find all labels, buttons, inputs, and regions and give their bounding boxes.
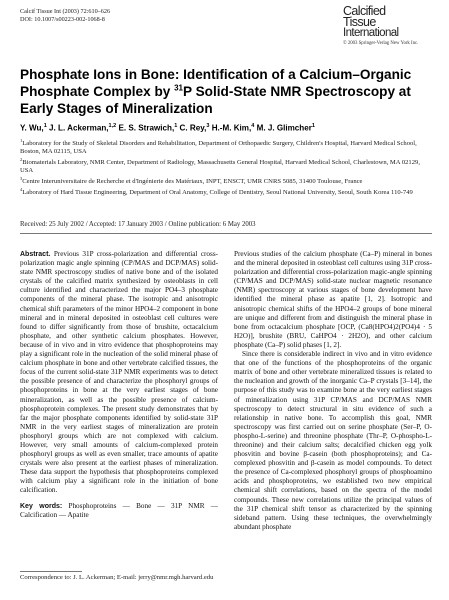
right-column	[234, 250, 432, 532]
running-header	[20, 8, 110, 23]
article-title	[20, 66, 430, 117]
intro-paragraph-2: Since there is considerable indirect in vivo and in vitro evidence that one of the functions of the phosphoproteins of the organic matrix of bone and other vertebrate mineralized tissues is related to the nucleation and growth of the inorganic Ca–P crystals [3–14], the purpose of this study was to examine bone at the very earliest stages of mineralization using 31P CP/MAS and DCP/MAS NMR spectroscopy to detect structural in situ evidence of such a relationship in native bone. To accomplish this goal, NMR spectroscopy was first carried out on serine phosphate (Ser–P, O-phospho-L-serine) and threonine phosphate (Thr–P, O-phospho-L-threonine) and their calcium salts; decalcified chicken egg yolk phosvitin and bovine β-casein (both phosphoproteins); and Ca-complexed phosvitin and β-casein as model compounds. To detect the presence of Ca-complexed phosphoryl groups of phosphoamino acids and phosphoproteins, we established two new empirical chemical shift correlations, based on the spectra of the model compounds. These new correlations utilize the principal values of the 31P chemical shift tensor as characterized by the spinning sideband pattern. Using these techniques, the overwhelmingly abundant phosphate	[234, 350, 432, 531]
title-superscript: 31	[174, 83, 183, 93]
logo-line-1: Calcified	[343, 4, 386, 18]
author-name: J. L. Ackerman,	[49, 123, 109, 133]
footnote-divider	[20, 571, 82, 572]
affiliation-text: Laboratory of Hard Tissue Engineering, Department of Oral Anatomy, College of Dentistry, Seoul National University, Seoul, South Korea 110-749	[22, 189, 413, 197]
author-affiliation-marker: 1	[174, 123, 178, 129]
citation-line: Calcif Tissue Int (2003) 72:610–626	[20, 8, 111, 15]
affiliation-marker: 3	[20, 176, 23, 181]
affiliation-marker: 1	[20, 138, 23, 143]
author-name: E. S. Strawich,	[118, 123, 175, 133]
author-name: M. J. Glimcher	[256, 123, 312, 133]
author-affiliation-marker: 4	[251, 123, 255, 129]
left-column	[20, 250, 218, 520]
author-affiliation-marker: 1,2	[108, 123, 117, 129]
journal-logo	[343, 6, 435, 46]
header-divider	[20, 233, 432, 234]
keywords-text: Phosphoproteins — Bone — 31P NMR — Calcification — Apatite	[20, 501, 218, 519]
affiliation-text: Biomaterials Laboratory, NMR Center, Department of Radiology, Massachusetts General Hospital, Harvard Medical School, Charlestown, MA 02129, USA	[20, 159, 420, 175]
abstract	[20, 250, 218, 496]
affiliation-marker: 2	[20, 157, 23, 162]
author-name: C. Rey,	[179, 123, 207, 133]
affiliation-entry	[20, 186, 432, 197]
author-affiliation-marker: 1	[43, 123, 47, 129]
publication-dates: Received: 25 July 2002 / Accepted: 17 January 2003 / Online publication: 6 May 2003	[20, 221, 256, 228]
keywords	[20, 502, 218, 520]
doi-line: DOI: 10.1007/s00223-002-1068-8	[20, 15, 105, 23]
affiliation-text: Laboratory for the Study of Skeletal Disorders and Rehabilitation, Department of Orthopaedic Surgery, Children's Hospital, Harvard Medical School, Boston, MA 02115, USA	[20, 140, 417, 156]
author-affiliation-marker: 3	[206, 123, 210, 129]
intro-paragraph-1: Previous studies of the calcium phosphate (Ca–P) mineral in bones and the mineral deposited in osteoblast cell cultures using 31P cross-polarization and differential cross-polarization magic-angle spinning (CP/MAS and DCP/MAS) solid-state nuclear magnetic resonance (NMR) spectroscopy at various stages of bone development have identified the mineral phase as apatite [1, 2]. Isotropic and anisotropic chemical shifts of the HPO4–2 groups of bone mineral are unique and different from and distinguish the mineral phase in bone from octacalcium phosphate [OCP, (Ca8(HPO4)2(PO4)4 · 5 H2O)], brushite (BRU, CaHPO4 · 2H2O), and other calcium phosphate (Ca–P) solid phases [1, 2].	[234, 250, 432, 349]
correspondence-footnote: Correspondence to: J. L. Ackerman; E-mail: jerry@nmr.mgh.harvard.edu	[20, 574, 214, 581]
affiliation-entry	[20, 156, 432, 175]
author-name: Y. Wu,	[20, 123, 44, 133]
affiliations	[20, 137, 432, 197]
affiliation-marker: 4	[20, 187, 23, 193]
keywords-label: Key words:	[20, 502, 63, 510]
author-list	[20, 123, 315, 133]
copyright-notice: © 2003 Springer-Verlag New York Inc.	[343, 41, 419, 46]
author-affiliation-marker: 1	[311, 123, 315, 129]
logo-line-2: Tissue	[343, 15, 376, 29]
affiliation-entry	[20, 137, 432, 156]
abstract-label: Abstract.	[20, 251, 51, 258]
title-part-2: P Solid-State NMR Spectroscopy at Early Stages of Mineralization	[20, 84, 411, 116]
abstract-text: Previous 31P cross-polarization and differential cross-polarization magic angle spinning (CP/MAS and DCP/MAS) solid-state NMR spectroscopy studies of native bone and of the isolated crystals of the calcified matrix synthesized by osteoblasts in cell culture identified and characterized the major PO4–3 phosphate components of the mineral phase. The isotropic and anisotropic chemical shift parameters of the minor HPO4–2 component in bone mineral and in mineral deposited in osteoblast cell cultures were found to differ significantly from those of brushite, octacalcium phosphate, and other synthetic calcium phosphates. However, because of in vivo and in vitro evidence that phosphoproteins may play a significant role in the nucleation of the solid mineral phase of calcium phosphate in bone and other vertebrate calcified tissues, the focus of the current solid-state 31P NMR experiments was to detect the possible presence of and characterize the phosphoryl groups of phosphoproteins in bone at the very earliest stages of bone mineralization, as well as the possible presence of calcium-phosphoprotein complexes. The present study demonstrates that by far the major phosphate components identified by solid-state 31P NMR in the very earliest stages of mineralization are protein phosphoryl groups which are not complexed with calcium. However, very small amounts of calcium-complexed protein phosphoryl groups as well as even smaller, trace amounts of apatite crystals were also present at the earliest phases of mineralization. These data support the hypothesis that phosphoproteins complexed with calcium play a significant role in the initiation of bone calcification.	[20, 250, 219, 495]
author-name: H.-M. Kim,	[211, 123, 252, 133]
logo-line-3: International	[343, 27, 399, 39]
affiliation-entry	[20, 175, 432, 186]
affiliation-text: Centre Interuniversitaire de Recherche et d'Ingénierie des Matériaux, INPT, ENSCT, UMR CNRS 5085, 31400 Toulouse, France	[22, 178, 363, 186]
title-part-1: Phosphate Ions in Bone: Identification of a Calcium–Organic Phosphate Complex by	[20, 67, 412, 99]
